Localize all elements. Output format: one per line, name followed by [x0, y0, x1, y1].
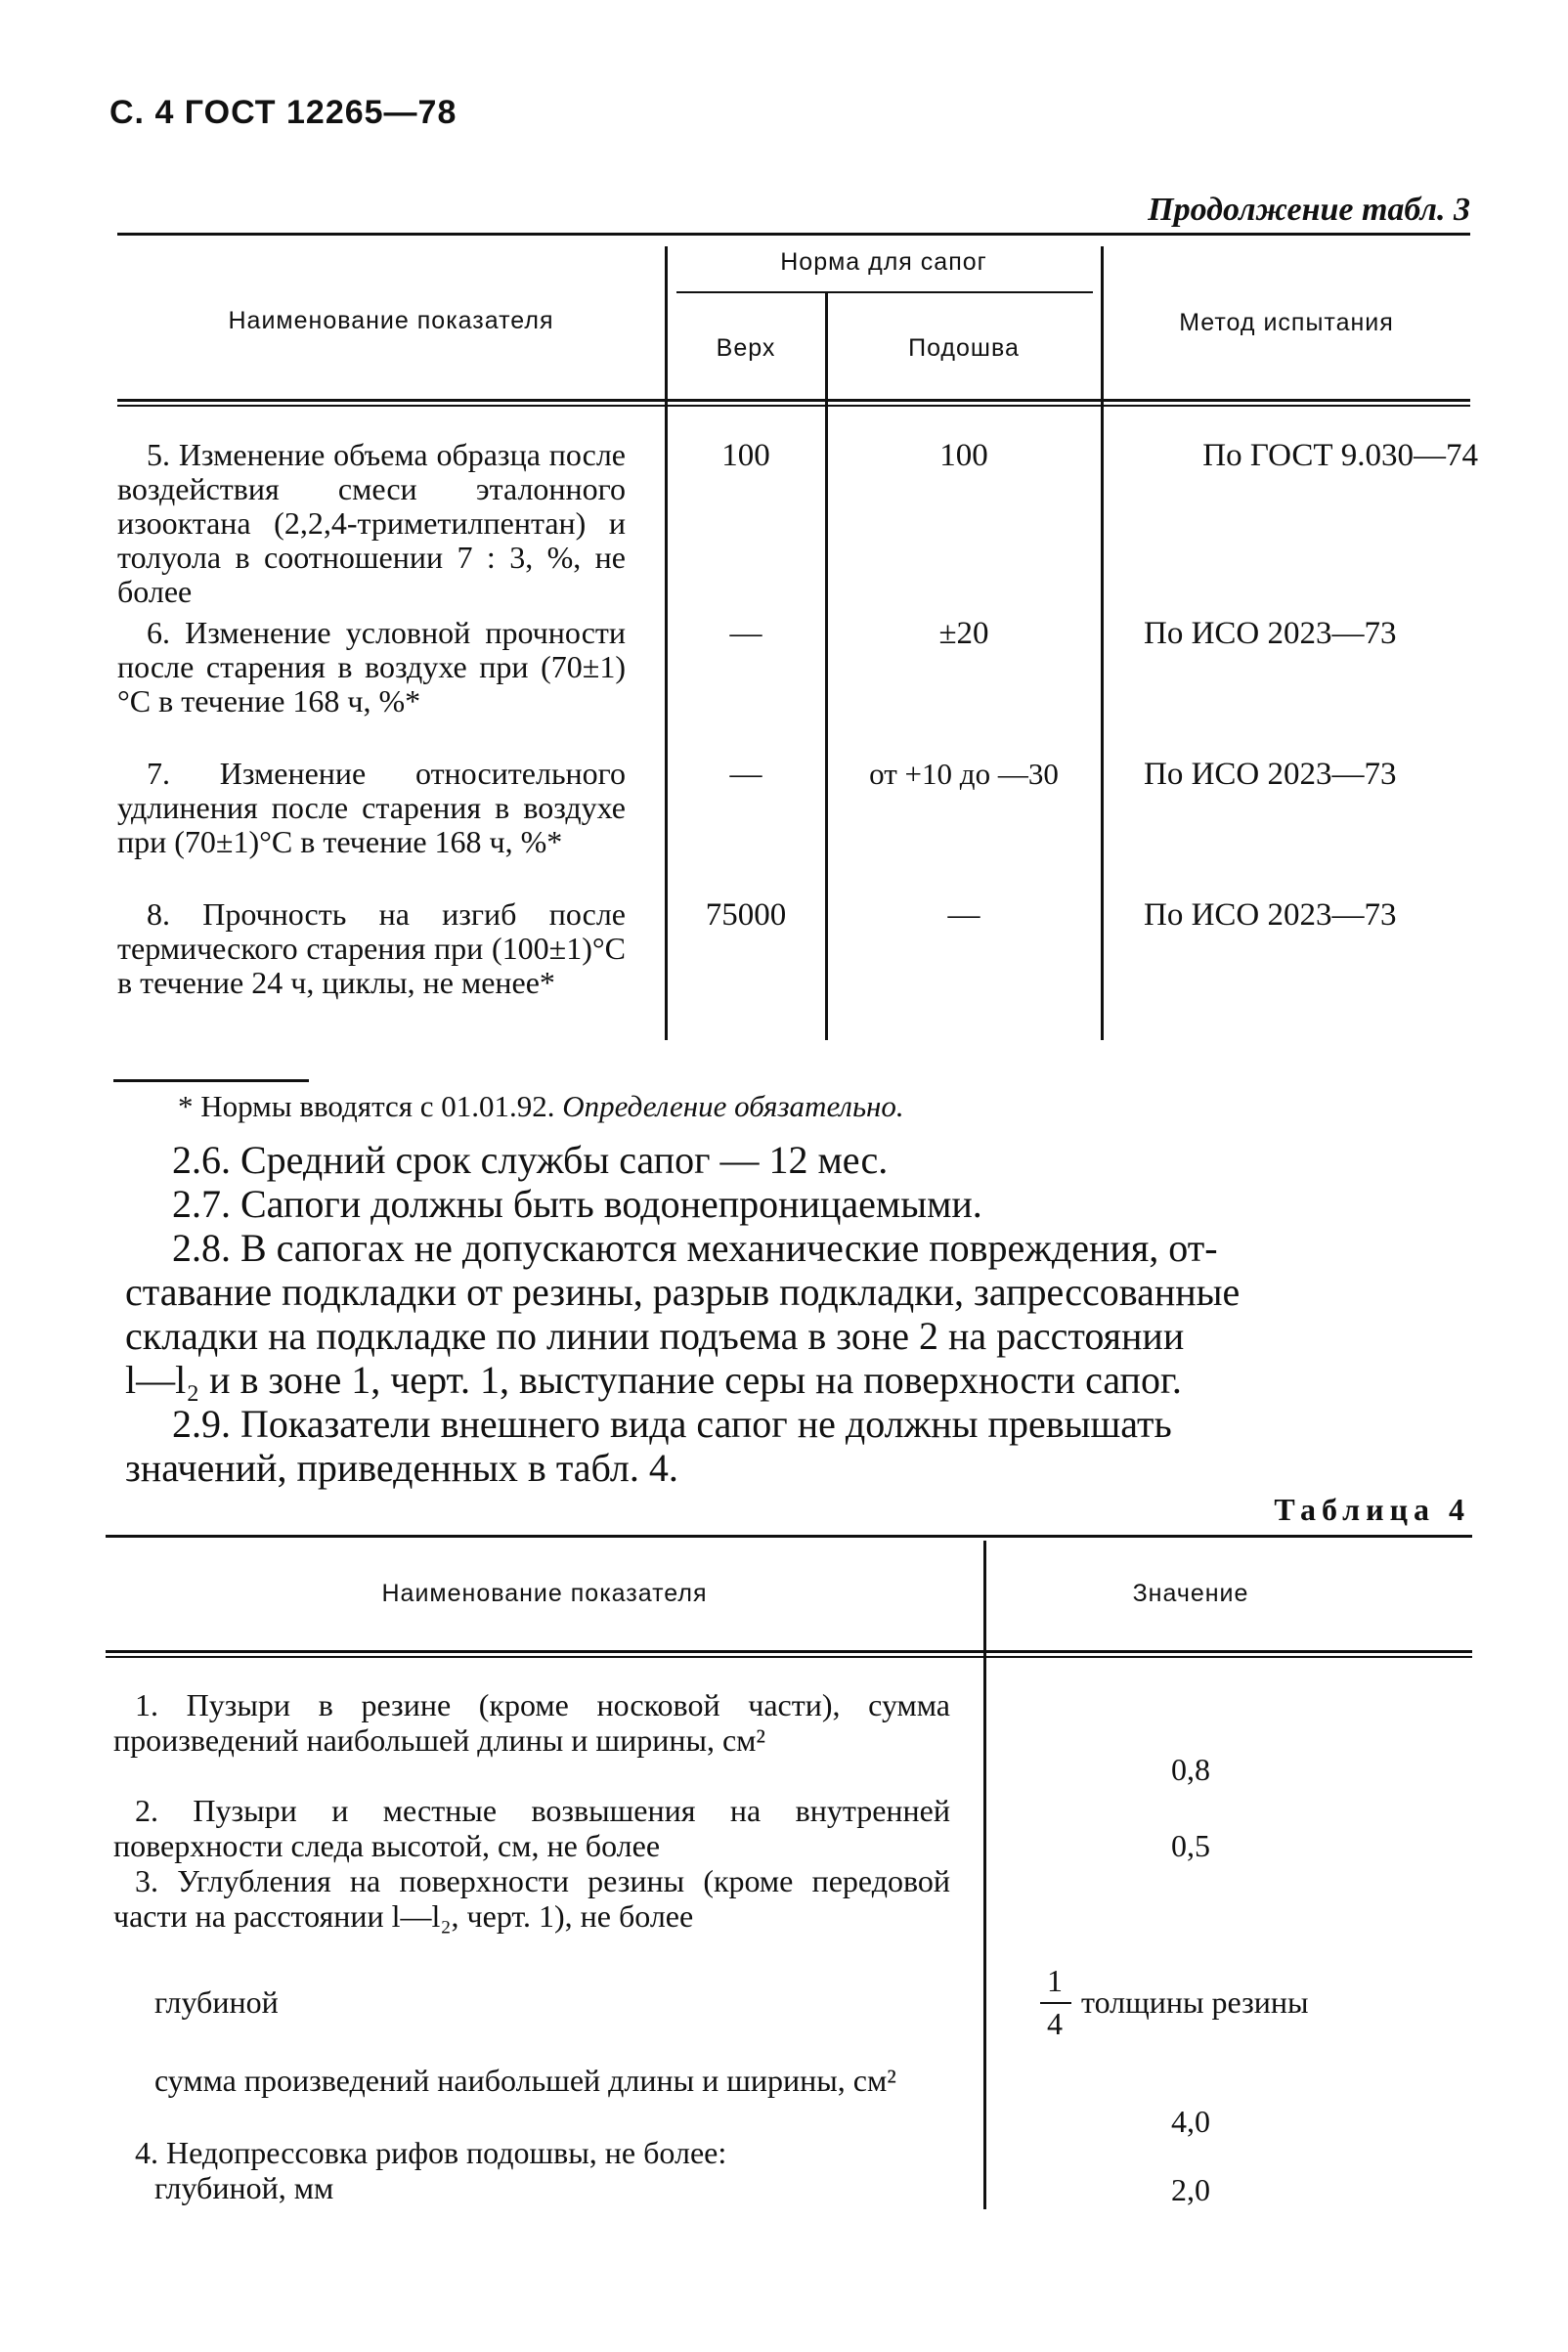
- header-test-method: Метод испытания: [1179, 309, 1394, 336]
- table-4-row-2-value: 0,5: [1171, 1828, 1210, 1863]
- table-4-row-3-area-name: сумма произведений наибольшей длины и ширины, см²: [154, 2063, 896, 2098]
- header-top: Верх: [716, 334, 776, 362]
- table-4-row-2-name: 2. Пузыри и местные возвышения на внутренней поверхности следа высотой, см, не более: [113, 1793, 950, 1863]
- header-norm: Норма для сапог: [780, 248, 987, 276]
- table-continuation-label: Продолжение табл. 3: [1148, 192, 1470, 228]
- paragraph-2-7: 2.7. Сапоги должны быть водонепроницаемыми.: [172, 1182, 982, 1226]
- table-row-6-method: По ИСО 2023—73: [1144, 616, 1397, 651]
- norm-subheader-rule: [676, 291, 1093, 293]
- fraction-numerator: 1: [1047, 1963, 1063, 1998]
- header-indicator-name: Наименование показателя: [228, 307, 554, 334]
- footnote: [178, 1089, 904, 1124]
- table-4-header-rule-double: [106, 1656, 1472, 1658]
- table-4-row-3-depth-value: толщины резины: [1081, 1984, 1309, 2020]
- footnote-text: Определение обязательно.: [562, 1089, 904, 1123]
- table-row-7-method: По ИСО 2023—73: [1144, 757, 1397, 792]
- table-4-header-rule: [106, 1650, 1472, 1653]
- fraction-denominator: 4: [1047, 2006, 1063, 2041]
- table-row-5-name: 5. Изменение объема образца после воздействия смеси эталонного изооктана (2,2,4-триметилпентан) и толуола в соотношении 7 : 3, %, не более: [117, 437, 626, 609]
- table-top-rule: [117, 233, 1470, 236]
- footnote-mark: * Нормы вводятся с 01.01.92.: [178, 1089, 555, 1123]
- running-head: С. 4 ГОСТ 12265—78: [109, 94, 457, 131]
- table-row-7-name: 7. Изменение относительного удлинения после старения в воздухе при (70±1)°С в течение 168 ч, %*: [117, 756, 626, 859]
- table-row-8-sole: —: [947, 897, 980, 933]
- paragraph-2-8-line-4: l—l₂ и в зоне 1, черт. 1, выступание серы на поверхности сапог.: [125, 1358, 1182, 1402]
- header-rule-double: [117, 405, 1470, 407]
- fraction-one-quarter: [1040, 1963, 1073, 2045]
- table-3: [117, 233, 1478, 1040]
- table-row-6-top: —: [729, 616, 762, 651]
- table-4: [106, 1535, 1472, 2209]
- paragraph-2-8-line-2: ставание подкладки от резины, разрыв подкладки, запрессованные: [125, 1270, 1241, 1314]
- table-4-row-3-area-value: 4,0: [1171, 2104, 1210, 2139]
- table-row-6-name: 6. Изменение условной прочности после старения в воздухе при (70±1)°С в течение 168 ч, %*: [117, 615, 626, 719]
- table-row-5-top: 100: [721, 438, 770, 473]
- table-row-8-top: 75000: [705, 897, 787, 933]
- body-text: [125, 1138, 1462, 1490]
- header-rule: [117, 399, 1470, 402]
- paragraph-2-8-line-1: 2.8. В сапогах не допускаются механические повреждения, от-: [172, 1226, 1218, 1270]
- table-4-row-1-name: 1. Пузыри в резине (кроме носковой части), сумма произведений наибольшей длины и ширины, см²: [113, 1687, 950, 1758]
- table-4-row-4-name: 4. Недопрессовка рифов подошвы, не более:: [135, 2135, 727, 2170]
- table-4-row-3-name: 3. Углубления на поверхности резины (кроме передовой части на расстоянии l—l₂, черт. 1), не более: [113, 1863, 950, 1934]
- table-row-5-method: По ГОСТ 9.030—74: [1202, 438, 1478, 473]
- paragraph-2-6: 2.6. Средний срок службы сапог — 12 мес.: [172, 1138, 889, 1182]
- header-sole: Подошва: [908, 334, 1020, 362]
- table-row-8-method: По ИСО 2023—73: [1144, 897, 1397, 933]
- paragraph-2-8-line-3: складки на подкладке по линии подъема в зоне 2 на расстоянии: [125, 1314, 1185, 1358]
- table-4-row-4-depth-name: глубиной, мм: [154, 2170, 334, 2205]
- footnote-rule: [113, 1079, 309, 1082]
- table-row-5-sole: 100: [939, 438, 988, 473]
- table-4-row-3-depth-name: глубиной: [154, 1984, 279, 2020]
- table-4-label: Таблица 4: [1274, 1492, 1470, 1527]
- table-row-6-sole: ±20: [938, 616, 989, 651]
- paragraph-2-9-line-2: значений, приведенных в табл. 4.: [125, 1446, 678, 1490]
- table-4-header-name: Наименование показателя: [381, 1580, 708, 1607]
- table-row-7-sole: от +10 до —30: [869, 757, 1059, 791]
- table-row-7-top: —: [729, 757, 762, 792]
- table-4-row-1-value: 0,8: [1171, 1752, 1210, 1787]
- table-4-top-rule: [106, 1535, 1472, 1538]
- paragraph-2-9-line-1: 2.9. Показатели внешнего вида сапог не должны превышать: [172, 1402, 1172, 1446]
- table-4-header-value: Значение: [1132, 1580, 1249, 1607]
- fraction-bar: [1040, 2002, 1071, 2004]
- table-row-8-name: 8. Прочность на изгиб после термического старения при (100±1)°С в течение 24 ч, циклы, не менее*: [117, 896, 626, 1000]
- table-4-row-4-depth-value: 2,0: [1171, 2172, 1210, 2207]
